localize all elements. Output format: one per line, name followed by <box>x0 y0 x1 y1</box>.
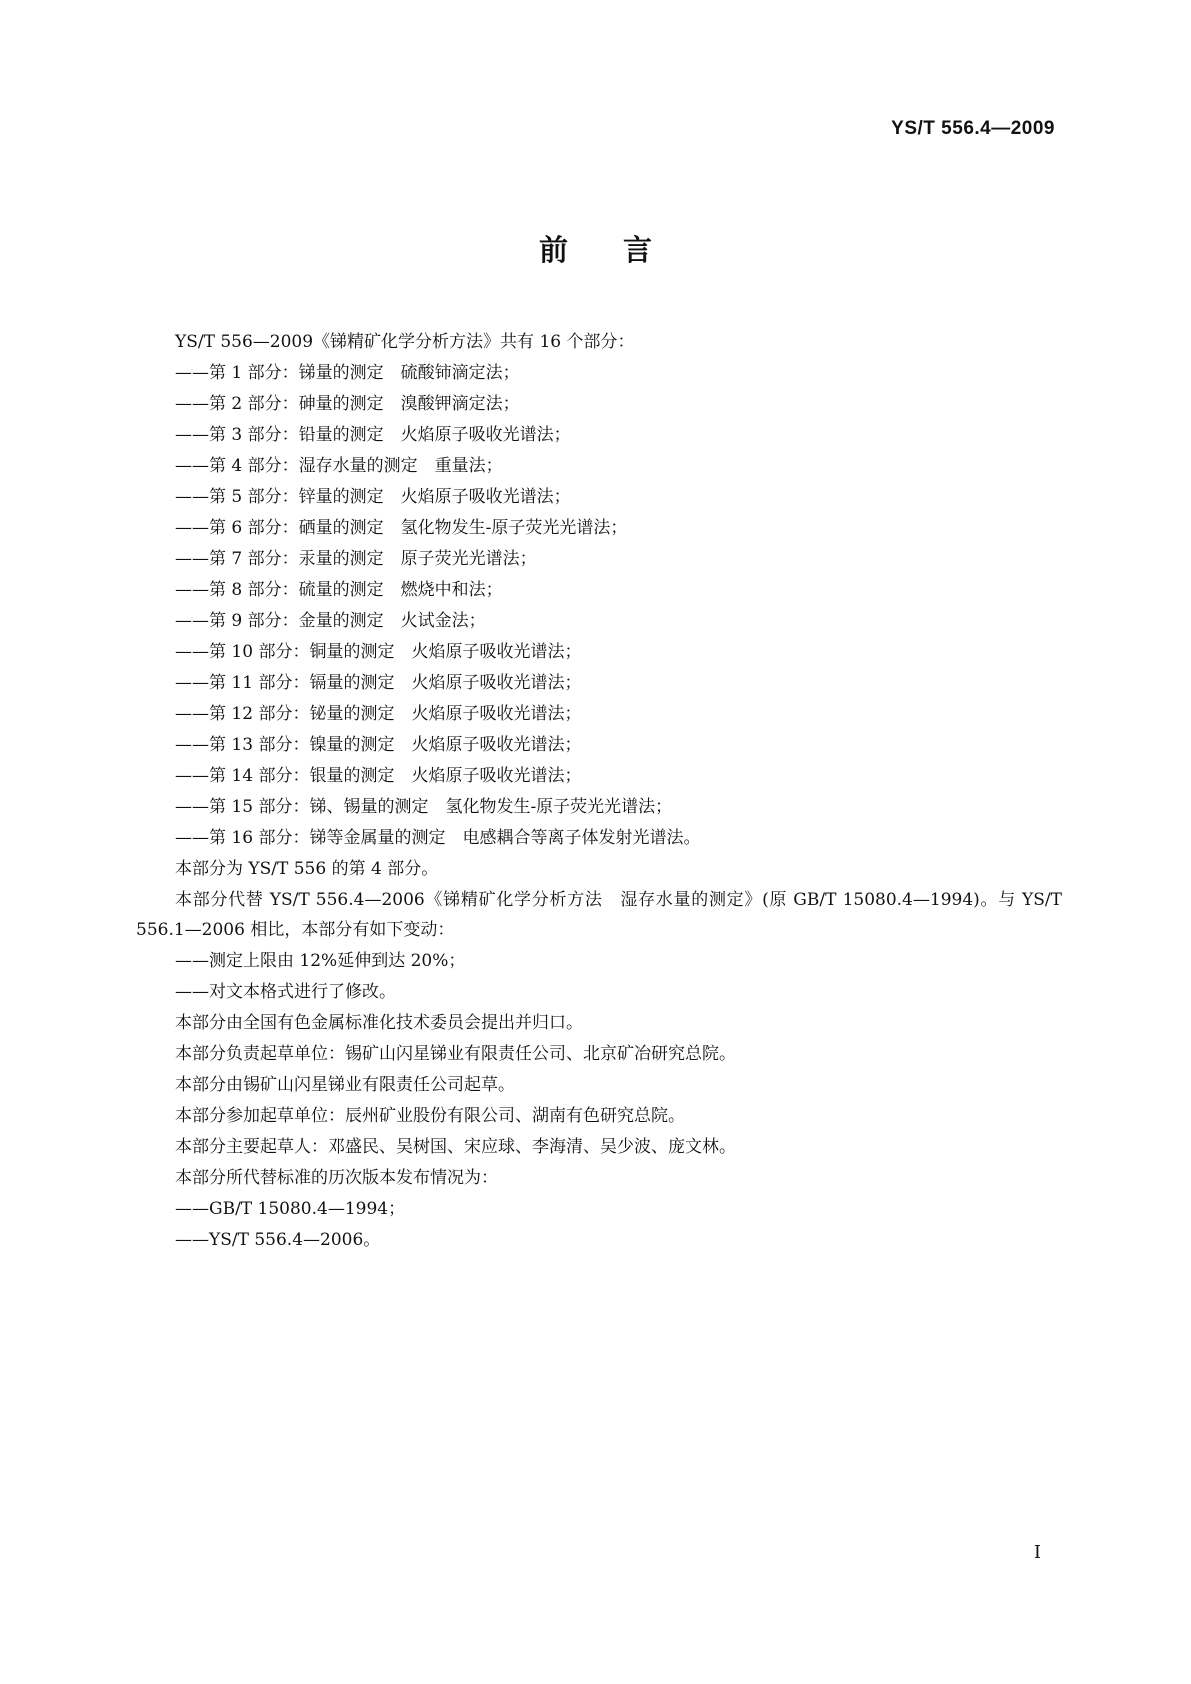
part-item: ——第 4 部分：湿存水量的测定 重量法； <box>175 456 503 476</box>
part-item: ——第 3 部分：铅量的测定 火焰原子吸收光谱法； <box>175 425 571 445</box>
replaces-paragraph: 本部分代替 YS/T 556.4—2006《锑精矿化学分析方法 湿存水量的测定》(原 GB/T 15080.4—1994)。与 YS/T 556.1—2006 相比，本部分有如下变动： <box>136 890 1062 940</box>
part-item: ——第 6 部分：硒量的测定 氢化物发生-原子荧光光谱法； <box>175 518 628 538</box>
change-item: ——测定上限由 12%延伸到达 20%； <box>175 951 466 971</box>
page-title: 前言 <box>538 233 707 267</box>
part-item: ——第 2 部分：砷量的测定 溴酸钾滴定法； <box>175 394 520 414</box>
part-item: ——第 8 部分：硫量的测定 燃烧中和法； <box>175 580 503 600</box>
part-item: ——第 16 部分：锑等金属量的测定 电感耦合等离子体发射光谱法。 <box>175 828 701 848</box>
part-item: ——第 11 部分：镉量的测定 火焰原子吸收光谱法； <box>175 673 582 693</box>
part-item: ——第 1 部分：锑量的测定 硫酸铈滴定法； <box>175 363 520 383</box>
foreword-body <box>136 327 1062 1256</box>
drafted-paragraph: 本部分由锡矿山闪星锑业有限责任公司起草。 <box>175 1075 515 1095</box>
proposed-paragraph: 本部分由全国有色金属标准化技术委员会提出并归口。 <box>175 1013 583 1033</box>
part-item: ——第 10 部分：铜量的测定 火焰原子吸收光谱法； <box>175 642 582 662</box>
history-item: ——YS/T 556.4—2006。 <box>175 1230 381 1250</box>
part-item: ——第 12 部分：铋量的测定 火焰原子吸收光谱法； <box>175 704 582 724</box>
history-intro-paragraph: 本部分所代替标准的历次版本发布情况为： <box>175 1168 498 1188</box>
part-item: ——第 9 部分：金量的测定 火试金法； <box>175 611 486 631</box>
this-part-paragraph: 本部分为 YS/T 556 的第 4 部分。 <box>175 859 439 879</box>
responsible-paragraph: 本部分负责起草单位：锡矿山闪星锑业有限责任公司、北京矿冶研究总院。 <box>175 1044 736 1064</box>
part-item: ——第 15 部分：锑、锡量的测定 氢化物发生-原子荧光光谱法； <box>175 797 673 817</box>
part-item: ——第 14 部分：银量的测定 火焰原子吸收光谱法； <box>175 766 582 786</box>
drafters-paragraph: 本部分主要起草人：邓盛民、吴树国、宋应球、李海清、吴少波、庞文林。 <box>175 1137 736 1157</box>
standard-code: YS/T 556.4—2009 <box>891 118 1055 139</box>
history-item: ——GB/T 15080.4—1994； <box>175 1199 406 1219</box>
part-item: ——第 5 部分：锌量的测定 火焰原子吸收光谱法； <box>175 487 571 507</box>
part-item: ——第 7 部分：汞量的测定 原子荧光光谱法； <box>175 549 537 569</box>
change-item: ——对文本格式进行了修改。 <box>175 982 396 1002</box>
page-number: I <box>1033 1542 1041 1563</box>
participating-paragraph: 本部分参加起草单位：辰州矿业股份有限公司、湖南有色研究总院。 <box>175 1106 685 1126</box>
part-item: ——第 13 部分：镍量的测定 火焰原子吸收光谱法； <box>175 735 582 755</box>
intro-paragraph: YS/T 556—2009《锑精矿化学分析方法》共有 16 个部分： <box>175 332 635 352</box>
